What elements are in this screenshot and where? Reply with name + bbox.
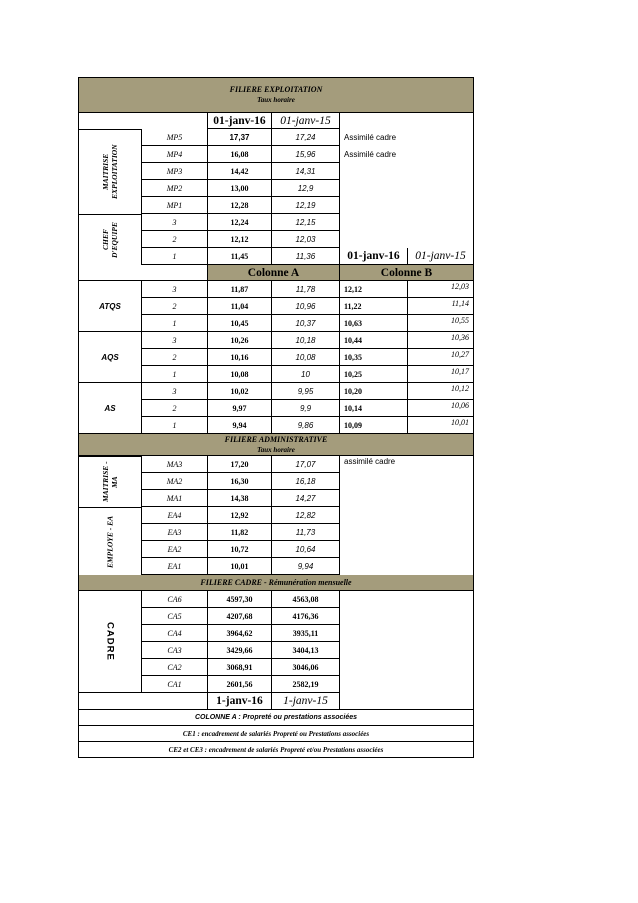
rate-2015: 11,73 [272,524,340,541]
colonne-b-header: Colonne B [340,265,474,281]
colonne-b-rate-2016: 10,20 [340,383,408,400]
colonne-a-rate-2015: 9,86 [272,417,340,434]
colonne-b-rate-2015: 10,06 [408,400,474,417]
blank-cell [78,265,208,281]
grade-code: EA3 [142,524,208,541]
rate-2016: 17,20 [208,456,272,473]
colonne-a-rate-2016: 9,94 [208,417,272,434]
colonne-a-rate-2016: 10,02 [208,383,272,400]
cadre-date-2015: 1-janv-15 [272,693,340,710]
section-title: FILIERE EXPLOITATION [229,85,323,94]
grade-code: CA5 [142,608,208,625]
salary-2015: 4563,08 [272,591,340,608]
grade-code: EA2 [142,541,208,558]
grade-code: 3 [142,214,208,231]
section-title: FILIERE ADMINISTRATIVE [224,434,328,444]
grade-code: CA4 [142,625,208,642]
colonne-b-rate-2016: 11,22 [340,298,408,315]
colonne-a-header: Colonne A [208,265,340,281]
colonne-b-rate-2015: 10,27 [408,349,474,366]
grade-code: 2 [142,298,208,315]
grade-code: MP4 [142,146,208,163]
salary-2015: 3935,11 [272,625,340,642]
rate-2015: 12,82 [272,507,340,524]
section-header-exploitation [78,77,474,113]
rate-2015: 9,94 [272,558,340,575]
grade-note [340,197,474,214]
blank-cell [340,113,474,129]
colonne-a-rate-2015: 10,37 [272,315,340,332]
group-label-employe-ea: EMPLOYE - EA [78,507,142,575]
grade-code: CA3 [142,642,208,659]
colonne-b-rate-2015: 10,17 [408,366,474,383]
date-2015-header: 01-janv-15 [272,113,340,129]
grade-code: EA4 [142,507,208,524]
rate-2016: 16,08 [208,146,272,163]
rate-2015: 17,07 [272,456,340,473]
grade-code: 1 [142,366,208,383]
rate-2016: 12,28 [208,197,272,214]
section-header-cadre [78,575,474,591]
blank-cell [340,214,474,231]
group-label-chef-equipe: CHEF D'EQUIPE [78,214,142,265]
grade-note: assimilé cadre [340,456,474,575]
rate-2016: 17,37 [208,129,272,146]
rate-2016: 12,92 [208,507,272,524]
salary-2016: 4207,68 [208,608,272,625]
colonne-b-rate-2016: 10,09 [340,417,408,434]
rate-2016: 11,82 [208,524,272,541]
grade-code: MA1 [142,490,208,507]
rate-2016: 12,24 [208,214,272,231]
colonne-a-rate-2015: 10,18 [272,332,340,349]
colonne-b-date-2016: 01-janv-16 [340,248,408,265]
salary-2016: 2601,56 [208,676,272,693]
grade-code: MA3 [142,456,208,473]
cadre-date-2016: 1-janv-16 [208,693,272,710]
rate-2015: 17,24 [272,129,340,146]
colonne-b-rate-2015: 12,03 [408,281,474,298]
colonne-b-rate-2016: 10,14 [340,400,408,417]
grade-note: Assimilé cadre [340,146,474,163]
rate-2015: 10,64 [272,541,340,558]
footer-ce2-ce3: CE2 et CE3 : encadrement de salariés Propreté et/ou Prestations associées [78,742,474,758]
colonne-b-rate-2016: 10,44 [340,332,408,349]
group-label-as: AS [78,383,142,434]
colonne-a-rate-2015: 10 [272,366,340,383]
rate-2016: 16,30 [208,473,272,490]
colonne-a-rate-2016: 11,87 [208,281,272,298]
salary-2015: 2582,19 [272,676,340,693]
colonne-b-rate-2015: 10,12 [408,383,474,400]
colonne-a-rate-2015: 11,78 [272,281,340,298]
section-subtitle: Taux horaire [257,96,295,104]
salary-2015: 4176,36 [272,608,340,625]
grade-code: 2 [142,231,208,248]
rate-2015: 14,27 [272,490,340,507]
rate-2016: 14,38 [208,490,272,507]
grade-code: CA2 [142,659,208,676]
rate-2016: 10,01 [208,558,272,575]
grade-code: EA1 [142,558,208,575]
footer-colonne-a: COLONNE A : Propreté ou prestations associées [78,710,474,726]
colonne-b-rate-2015: 11,14 [408,298,474,315]
section-title: FILIERE CADRE - Rémunération mensuelle [200,577,352,587]
group-label-atqs: ATQS [78,281,142,332]
colonne-a-rate-2016: 10,16 [208,349,272,366]
blank-cell [78,693,208,710]
colonne-b-rate-2015: 10,55 [408,315,474,332]
grade-code: MP5 [142,129,208,146]
group-label-maitrise-exploitation: MAITRISE EXPLOITATION [78,129,142,214]
group-label-aqs: AQS [78,332,142,383]
rate-2015: 14,31 [272,163,340,180]
colonne-a-rate-2015: 10,08 [272,349,340,366]
colonne-a-rate-2016: 10,08 [208,366,272,383]
grade-code: CA6 [142,591,208,608]
colonne-b-rate-2016: 10,35 [340,349,408,366]
colonne-a-rate-2016: 9,97 [208,400,272,417]
group-label-cadre: CADRE [104,622,116,661]
footer-ce1: CE1 : encadrement de salariés Propreté ou Prestations associées [78,726,474,742]
salary-2016: 3429,66 [208,642,272,659]
rate-2015: 12,03 [272,231,340,248]
rate-2015: 15,96 [272,146,340,163]
colonne-a-rate-2016: 10,45 [208,315,272,332]
grade-code: 3 [142,281,208,298]
grade-code: 3 [142,332,208,349]
rate-2015: 12,9 [272,180,340,197]
salary-2015: 3046,06 [272,659,340,676]
colonne-b-rate-2016: 10,25 [340,366,408,383]
rate-2016: 13,00 [208,180,272,197]
group-label-maitrise-ma: MAITRISE - MA [78,456,142,507]
colonne-a-rate-2016: 10,26 [208,332,272,349]
rate-2016: 12,12 [208,231,272,248]
colonne-b-date-2015: 01-janv-15 [408,248,474,265]
grade-code: MP3 [142,163,208,180]
grade-code: MA2 [142,473,208,490]
colonne-a-rate-2015: 9,9 [272,400,340,417]
salary-2015: 3404,13 [272,642,340,659]
grade-code: 1 [142,315,208,332]
grade-code: 2 [142,400,208,417]
grade-code: CA1 [142,676,208,693]
salary-2016: 4597,30 [208,591,272,608]
salary-2016: 3068,91 [208,659,272,676]
colonne-b-rate-2016: 12,12 [340,281,408,298]
grade-note [340,163,474,180]
colonne-a-rate-2016: 11,04 [208,298,272,315]
group-label-cadre-cell [78,591,142,693]
grade-code: MP2 [142,180,208,197]
rate-2015: 16,18 [272,473,340,490]
rate-2015: 11,36 [272,248,340,265]
grade-code: MP1 [142,197,208,214]
grade-note [340,180,474,197]
rate-2015: 12,15 [272,214,340,231]
blank-cell [340,591,474,710]
section-subtitle: Taux horaire [257,445,295,454]
rate-2016: 11,45 [208,248,272,265]
colonne-b-rate-2016: 10,63 [340,315,408,332]
rate-2016: 10,72 [208,541,272,558]
salary-2016: 3964,62 [208,625,272,642]
colonne-b-rate-2015: 10,01 [408,417,474,434]
blank-cell [340,231,474,248]
grade-code: 3 [142,383,208,400]
grade-code: 1 [142,417,208,434]
rate-2016: 14,42 [208,163,272,180]
colonne-a-rate-2015: 10,96 [272,298,340,315]
rate-2015: 12,19 [272,197,340,214]
grade-code: 2 [142,349,208,366]
date-2016-header: 01-janv-16 [208,113,272,129]
colonne-b-rate-2015: 10,36 [408,332,474,349]
blank-cell [78,113,208,129]
section-header-administrative [78,434,474,456]
colonne-a-rate-2015: 9,95 [272,383,340,400]
grade-note: Assimilé cadre [340,129,474,146]
grade-code: 1 [142,248,208,265]
